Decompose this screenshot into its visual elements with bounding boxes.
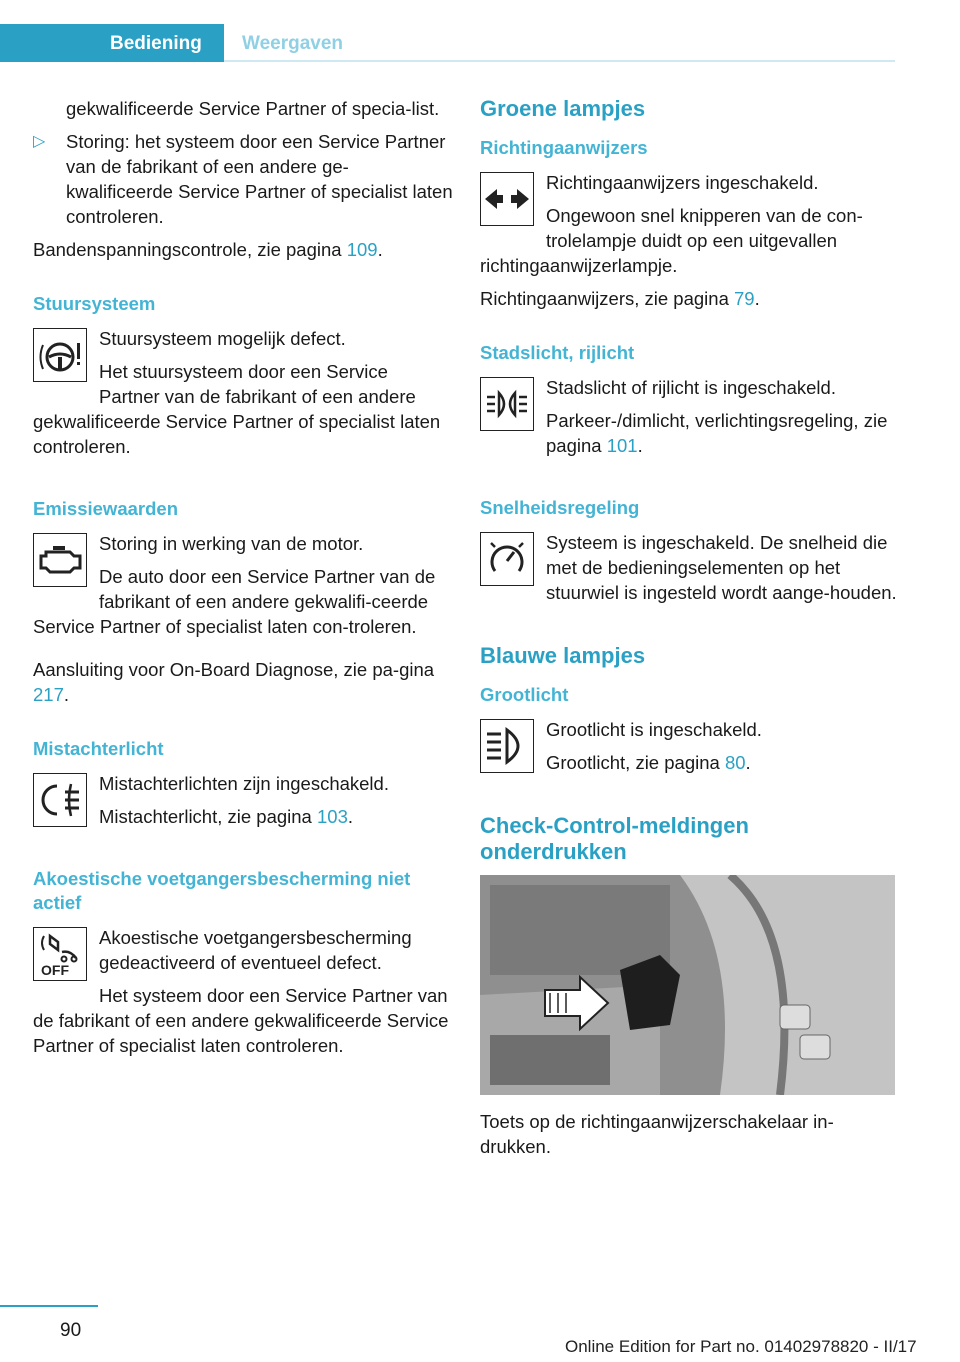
off-label: OFF — [41, 962, 69, 978]
bullet-triangle-icon: ▷ — [33, 133, 46, 150]
richting-line2: Ongewoon snel knipperen van de con-trolelampje duidt op een uitgevallen richtingaanwijzerlampje. — [480, 205, 863, 276]
bandenspanning-text: Bandenspanningscontrole, zie pagina — [33, 239, 347, 260]
page-number: 90 — [60, 1320, 82, 1341]
turn-signal-icon — [480, 172, 534, 226]
continued-paragraph: gekwalificeerde Service Partner of specia-list. — [66, 98, 440, 119]
footer-divider — [0, 1305, 98, 1307]
tab-weergaven[interactable] — [224, 24, 895, 62]
heading-check-control: Check-Control-meldingen onderdrukken — [480, 813, 749, 864]
akoest-line1: Akoestische voetgangersbescherming gedeactiveerd of eventueel defect. — [99, 927, 412, 973]
bandenspanning-ref: Bandenspanningscontrole, zie pagina 109. — [33, 239, 383, 260]
page-link-80[interactable]: 80 — [724, 752, 746, 773]
heading-groene-lampjes: Groene lampjes — [480, 96, 646, 121]
emissie-line1: Storing in werking van de motor. — [99, 533, 364, 554]
heading-grootlicht: Grootlicht — [480, 684, 569, 705]
groot-line2: Grootlicht, zie pagina 80. — [546, 752, 751, 773]
obd-ref: Aansluiting voor On-Board Diagnose, zie pa-gina 217. — [33, 659, 435, 705]
cruise-control-icon — [480, 532, 534, 586]
high-beam-icon — [480, 719, 534, 773]
bullet-storing-text: Storing: het systeem door een Service Partner van de fabrikant of een andere ge-kwalificeerde Service Partner of specialist laten controleren. — [66, 131, 453, 227]
chapter-header — [0, 24, 895, 62]
heading-emissiewaarden: Emissiewaarden — [33, 498, 178, 519]
akoest-line2: Het systeem door een Service Partner van de fabrikant of een andere gekwalificeerde Service Partner of specialist laten controleren. — [33, 985, 449, 1056]
heading-stadslicht: Stadslicht, rijlicht — [480, 342, 635, 363]
tab-weergaven-label: Weergaven — [242, 33, 344, 54]
stuur-line2: Het stuursysteem door een Service Partner van de fabrikant of een andere gekwalificeerde Service Partner of specialist laten controleren. — [33, 361, 441, 457]
groot-line2-text: Grootlicht, zie pagina — [546, 752, 725, 773]
heading-blauwe-lampjes: Blauwe lampjes — [480, 643, 646, 668]
left-column — [33, 96, 453, 1066]
page-link-79[interactable]: 79 — [734, 288, 755, 309]
page-link-103[interactable]: 103 — [317, 806, 348, 827]
page-link-217[interactable]: 217 — [33, 684, 64, 705]
heading-stuursysteem: Stuursysteem — [33, 293, 156, 314]
check-text: Toets op de richtingaanwijzerschakelaar in-drukken. — [480, 1111, 834, 1157]
rear-fog-light-icon — [33, 773, 87, 827]
emissie-line2: De auto door een Service Partner van de fabrikant of een andere gekwalifi-ceerde Service Partner of specialist laten con-troleren. — [33, 566, 436, 637]
side-light-icon — [480, 377, 534, 431]
steering-warning-icon — [33, 328, 87, 382]
richting-line1: Richtingaanwijzers ingeschakeld. — [546, 172, 819, 193]
page-link-109[interactable]: 109 — [346, 239, 378, 260]
heading-richtingaanwijzers: Richtingaanwijzers — [480, 137, 648, 158]
obd-text: Aansluiting voor On-Board Diagnose, zie pa-gina — [33, 659, 435, 680]
edition-note: Online Edition for Part no. 01402978820 - II/17 — [565, 1337, 917, 1356]
richting-ref-text: Richtingaanwijzers, zie pagina — [480, 288, 734, 309]
mist-line2: Mistachterlicht, zie pagina 103. — [99, 806, 354, 827]
tab-bediening-label: Bediening — [110, 33, 202, 54]
turn-signal-lever-photo — [480, 875, 895, 1095]
engine-warning-icon — [33, 533, 87, 587]
bullet-storing — [33, 129, 453, 229]
heading-akoestische: Akoestische voetgangersbescherming niet actief — [33, 868, 411, 913]
page-link-101[interactable]: 101 — [606, 435, 638, 456]
stuur-line1: Stuursysteem mogelijk defect. — [99, 328, 346, 349]
right-column — [480, 96, 900, 1167]
mist-line1: Mistachterlichten zijn ingeschakeld. — [99, 773, 389, 794]
tab-bediening[interactable] — [0, 24, 224, 62]
heading-mistachterlicht: Mistachterlicht — [33, 738, 164, 759]
stadslicht-line2: Parkeer-/dimlicht, verlichtingsregeling, zie pagina 101. — [546, 410, 888, 456]
header-divider — [224, 60, 895, 62]
pedestrian-sound-off-icon — [33, 927, 87, 981]
stadslicht-line1: Stadslicht of rijlicht is ingeschakeld. — [546, 377, 836, 398]
richting-ref: Richtingaanwijzers, zie pagina 79. — [480, 288, 760, 309]
groot-line1: Grootlicht is ingeschakeld. — [546, 719, 762, 740]
stadslicht-line2-text: Parkeer-/dimlicht, verlichtingsregeling, zie pagina — [546, 410, 888, 456]
snelheid-line1: Systeem is ingeschakeld. De snelheid die met de bedieningselementen op het stuurwiel is ingesteld wordt aange-houden. — [546, 532, 897, 603]
heading-snelheidsregeling: Snelheidsregeling — [480, 497, 640, 518]
mist-line2-text: Mistachterlicht, zie pagina — [99, 806, 317, 827]
